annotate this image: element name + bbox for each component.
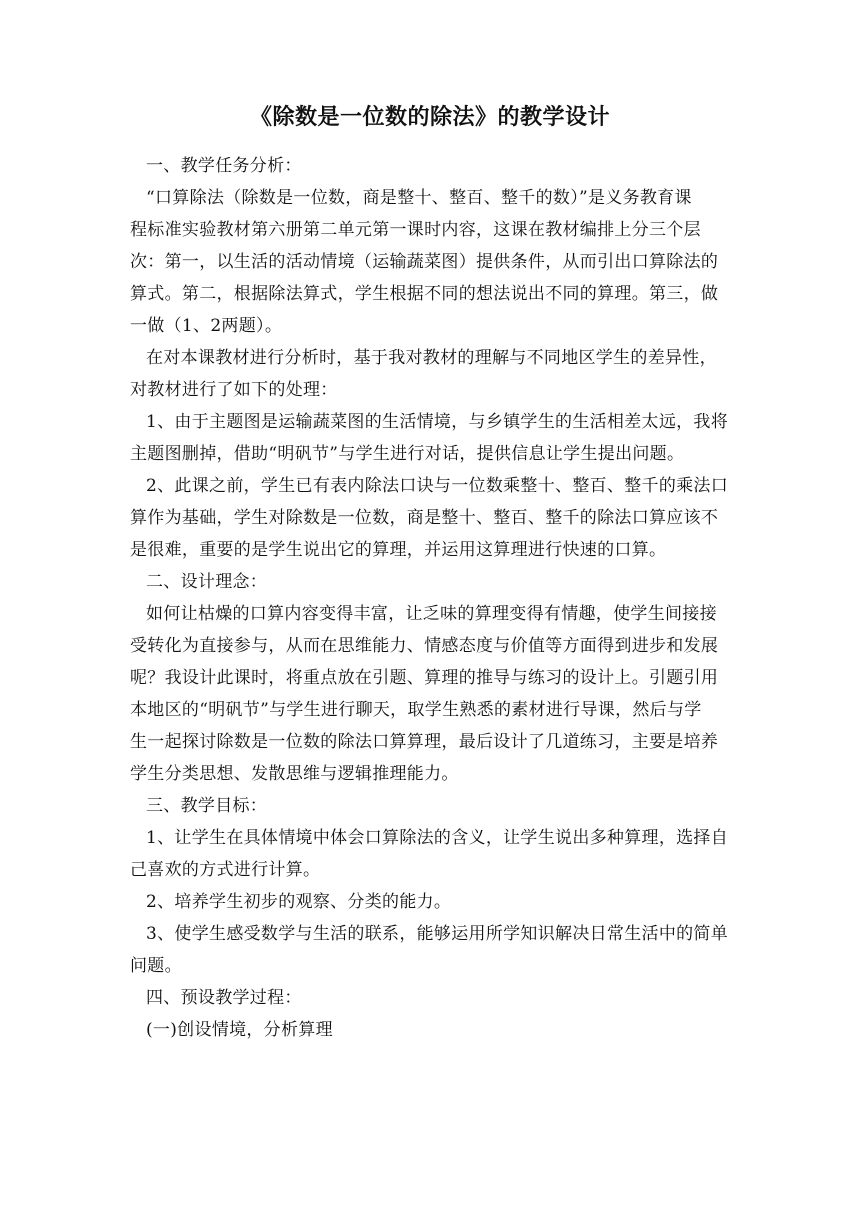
section-heading-teaching-process: 四、预设教学过程： [146, 988, 302, 1008]
paragraph-line: 呢？我设计此课时，将重点放在引题、算理的推导与练习的设计上。引题引用 [130, 668, 719, 688]
list-item-line: 主题图删掉，借助“明矾节”与学生进行对话，提供信息让学生提出问题。 [130, 444, 685, 464]
paragraph-line: 一做（1、2两题）。 [130, 316, 283, 336]
paragraph-line: 如何让枯燥的口算内容变得丰富，让乏味的算理变得有情趣，使学生间接接 [146, 604, 717, 624]
list-item-line: 问题。 [130, 956, 182, 976]
paragraph-line: 生一起探讨除数是一位数的除法口算算理，最后设计了几道练习，主要是培养 [130, 732, 719, 752]
section-heading-design-concept: 二、设计理念： [146, 572, 268, 592]
paragraph-line: 对教材进行了如下的处理： [130, 380, 338, 400]
list-item-line: 己喜欢的方式进行计算。 [130, 860, 321, 880]
list-item-line: 1、由于主题图是运输蔬菜图的生活情境，与乡镇学生的生活相差太远，我将 [146, 412, 729, 432]
list-item-line: 1、让学生在具体情境中体会口算除法的含义，让学生说出多种算理，选择自 [146, 828, 729, 848]
paragraph-line: “口算除法（除数是一位数，商是整十、整百、整千的数）”是义务教育课 [146, 188, 692, 208]
paragraph-line: 学生分类思想、发散思维与逻辑推理能力。 [130, 764, 459, 784]
paragraph-line: 算式。第二，根据除法算式，学生根据不同的想法说出不同的算理。第三，做 [130, 284, 719, 304]
paragraph-line: 次：第一，以生活的活动情境（运输蔬菜图）提供条件，从而引出口算除法的 [130, 252, 719, 272]
section-heading-task-analysis: 一、教学任务分析： [146, 156, 302, 176]
list-item-line: 2、此课之前，学生已有表内除法口诀与一位数乘整十、整百、整千的乘法口 [146, 476, 729, 496]
list-item-line: 3、使学生感受数学与生活的联系，能够运用所学知识解决日常生活中的简单 [146, 924, 729, 944]
paragraph-line: 受转化为直接参与，从而在思维能力、情感态度与价值等方面得到进步和发展 [130, 636, 719, 656]
paragraph-line: 在对本课教材进行分析时，基于我对教材的理解与不同地区学生的差异性， [146, 348, 717, 368]
document-title: 《除数是一位数的除法》的教学设计 [249, 105, 610, 130]
paragraph-line: 本地区的“明矾节”与学生进行聊天，取学生熟悉的素材进行导课，然后与学 [130, 700, 702, 720]
list-item-line: 算作为基础，学生对除数是一位数，商是整十、整百、整千的除法口算应该不 [130, 508, 719, 528]
list-item-line: 是很难，重要的是学生说出它的算理，并运用这算理进行快速的口算。 [130, 540, 667, 560]
list-item-line: 2、培养学生初步的观察、分类的能力。 [146, 892, 452, 912]
paragraph-line: 程标准实验教材第六册第二单元第一课时内容，这课在教材编排上分三个层 [130, 220, 701, 240]
subsection-heading: (一)创设情境，分析算理 [146, 1020, 333, 1040]
section-heading-teaching-goals: 三、教学目标： [146, 796, 268, 816]
